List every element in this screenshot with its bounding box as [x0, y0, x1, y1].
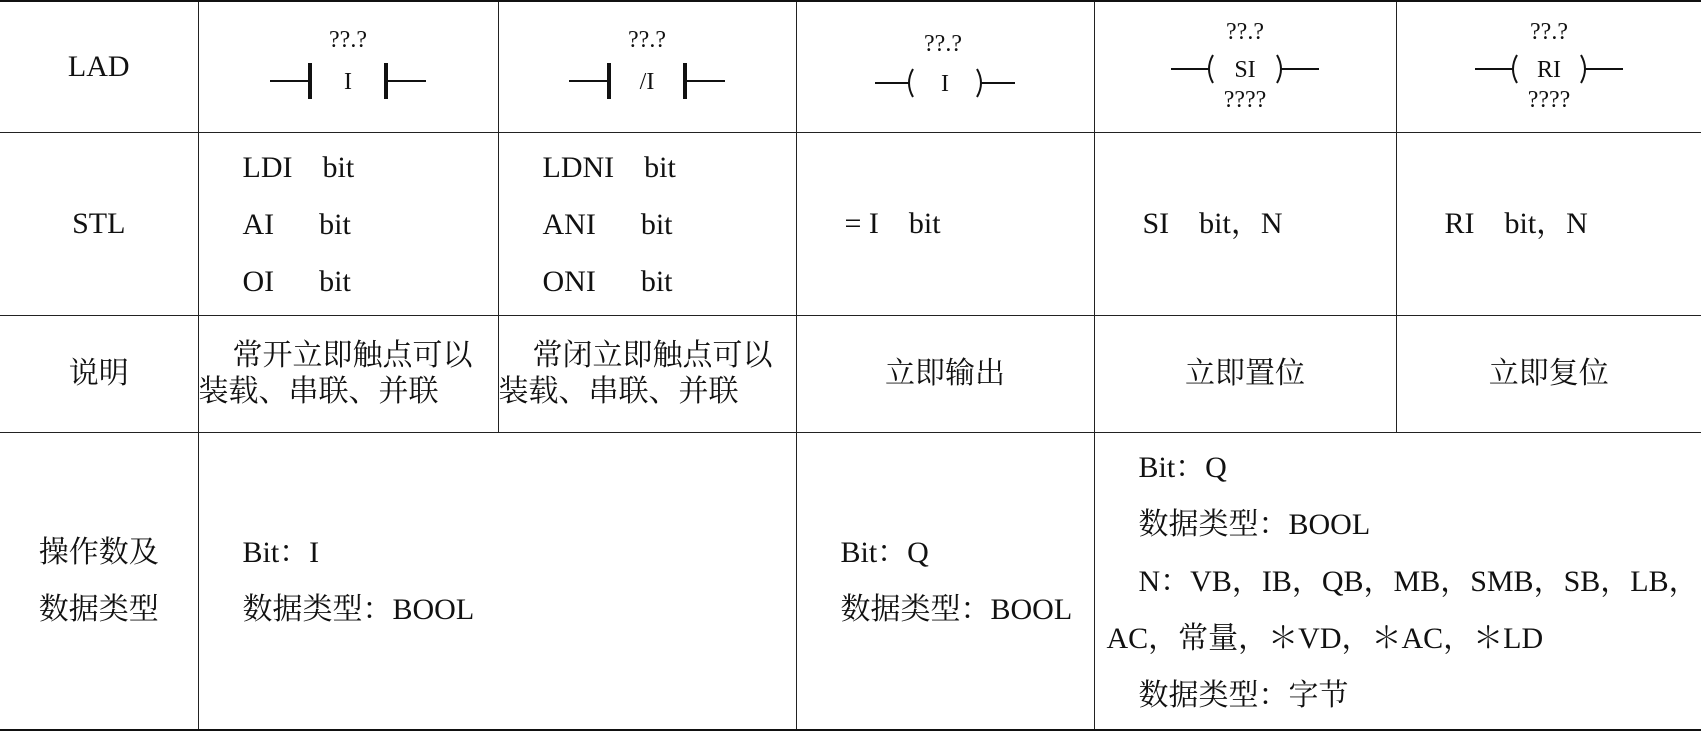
desc-cell-col5: 立即复位 [1396, 316, 1701, 433]
stl-row-label: STL [0, 133, 198, 316]
ops-line: AC，常量，＊VD，＊AC，＊LD [1106, 621, 1544, 655]
desc-cell-col1 [198, 316, 498, 433]
lad-row-label: LAD [0, 1, 198, 133]
ops-label-line: 数据类型 [38, 593, 159, 626]
ops-cell-contacts [198, 433, 796, 731]
stl-cell-col2 [498, 133, 796, 316]
desc-line: 装载、串联、并联 [498, 375, 739, 408]
normally-open-immediate-contact-symbol [268, 27, 428, 107]
stl-instruction: = I bit [844, 207, 941, 240]
lad-row [0, 1, 1701, 133]
lad-immediate-set-coil [1094, 1, 1396, 133]
lad-coil-label: RI [1536, 57, 1561, 83]
lad-immediate-reset-coil [1396, 1, 1701, 133]
stl-cell-col3 [796, 133, 1094, 316]
lad-address-label: ??.? [1226, 19, 1264, 45]
lad-count-label: ???? [1223, 87, 1267, 113]
ops-line: 数据类型：字节 [1138, 678, 1349, 712]
lad-count-label: ???? [1527, 87, 1571, 113]
stl-instruction: ANI bit [542, 207, 673, 241]
ops-cell-set-reset [1094, 433, 1701, 731]
immediate-reset-coil-symbol [1469, 17, 1629, 117]
ops-label-line: 操作数及 [38, 536, 159, 569]
stl-instruction: ONI bit [542, 264, 673, 298]
ops-line: 数据类型：BOOL [1138, 507, 1371, 541]
desc-line: 常闭立即触点可以 [532, 339, 773, 372]
ops-cell-output [796, 433, 1094, 731]
lad-address-label: ??.? [329, 27, 367, 53]
desc-row [0, 316, 1701, 433]
desc-row-label: 说明 [0, 316, 198, 433]
desc-cell-col2 [498, 316, 796, 433]
stl-instruction: OI bit [242, 264, 351, 298]
immediate-set-coil-symbol [1165, 17, 1325, 117]
immediate-output-coil-symbol [865, 27, 1025, 107]
lad-coil-label: I [941, 71, 949, 97]
stl-instruction: LDI bit [242, 150, 355, 184]
ops-line: Bit：Q [1138, 450, 1227, 484]
ops-line: Bit：I [242, 536, 320, 569]
normally-closed-immediate-contact-symbol [567, 27, 727, 107]
desc-cell-col4: 立即置位 [1094, 316, 1396, 433]
ops-row-label [0, 433, 198, 731]
lad-address-label: ??.? [1529, 19, 1568, 45]
stl-instruction: LDNI bit [542, 150, 676, 184]
lad-normally-closed-contact [498, 1, 796, 133]
ops-line: 数据类型：BOOL [840, 593, 1073, 626]
lad-immediate-output-coil [796, 1, 1094, 133]
desc-line: 常开立即触点可以 [232, 339, 473, 372]
stl-cell-col1 [198, 133, 498, 316]
lad-coil-label: SI [1234, 57, 1256, 83]
stl-instruction: SI bit，N [1142, 207, 1283, 240]
lad-address-label: ??.? [924, 31, 962, 57]
ops-row [0, 433, 1701, 731]
lad-address-label: ??.? [628, 27, 666, 53]
stl-instruction: AI bit [242, 207, 351, 241]
ops-line: Bit：Q [840, 536, 929, 569]
ops-line: 数据类型：BOOL [242, 593, 475, 626]
stl-cell-col4 [1094, 133, 1396, 316]
lad-contact-label: I [344, 69, 352, 95]
stl-cell-col5 [1396, 133, 1701, 316]
desc-cell-col3: 立即输出 [796, 316, 1094, 433]
lad-normally-open-contact [198, 1, 498, 133]
ops-line: N：VB，IB，QB，MB，SMB，SB，LB， [1138, 564, 1699, 598]
stl-row [0, 133, 1701, 316]
desc-line: 装载、串联、并联 [198, 375, 439, 408]
lad-contact-label: /I [639, 69, 655, 95]
stl-instruction: RI bit，N [1444, 207, 1588, 240]
